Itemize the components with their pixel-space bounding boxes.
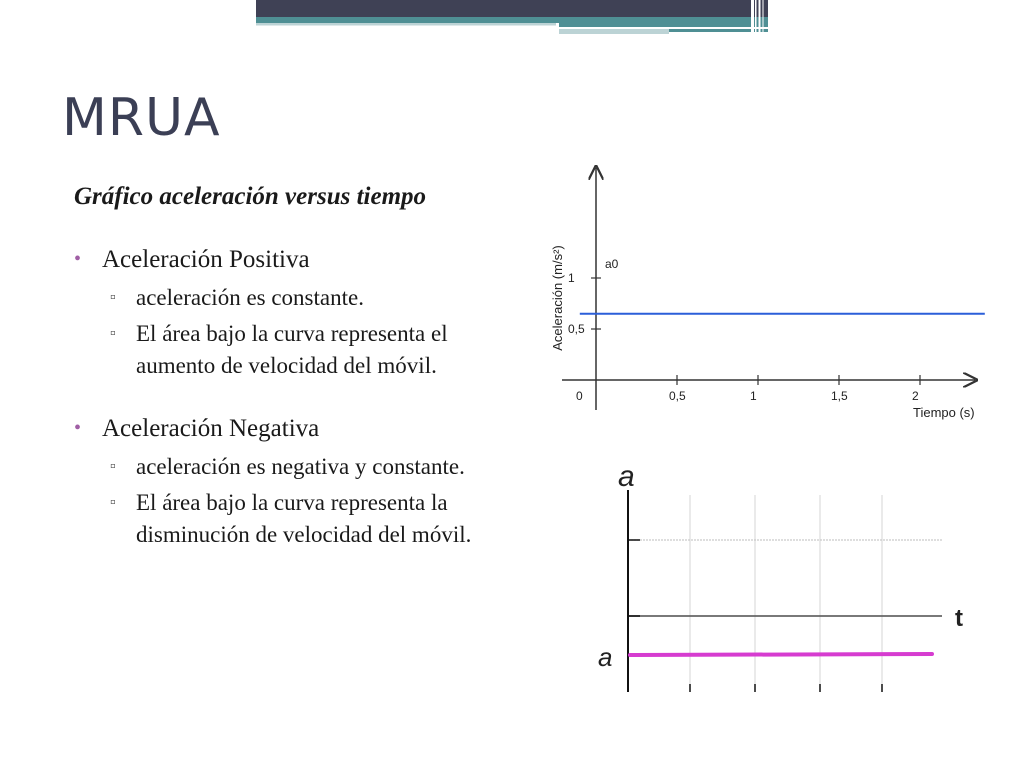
- section-negative-label: • Aceleración Negativa: [74, 412, 524, 445]
- y-tick-marks: [628, 540, 640, 616]
- x-tick-label: 1,5: [831, 389, 848, 403]
- section-positive-bullet: ▫ aceleración es constante.: [74, 282, 524, 314]
- y-axis-label: Aceleración (m/s²): [550, 245, 565, 351]
- x-tick-label: 0,5: [669, 389, 686, 403]
- annotation-a0: a0: [605, 257, 619, 271]
- slide-body: [74, 180, 524, 555]
- annotation-a: a: [598, 642, 613, 672]
- x-tick-marks: [690, 684, 882, 692]
- x-tick-label: 2: [912, 389, 919, 403]
- x-axis-label: t: [955, 605, 963, 632]
- square-bullet-icon: ▫: [110, 325, 116, 342]
- y-tick-label: 1: [568, 271, 575, 285]
- top-decorative-banner: [0, 0, 1024, 36]
- x-axis-label: Tiempo (s): [913, 405, 975, 420]
- slide-title: MRUA: [62, 88, 221, 148]
- y-tick-label: 0,5: [568, 322, 585, 336]
- x-tick-label: 1: [750, 389, 757, 403]
- x-tick-label: 0: [576, 389, 583, 403]
- series-line: [630, 654, 932, 655]
- acceleration-time-chart-positive: [540, 160, 1000, 430]
- subheading: Gráfico aceleración versus tiempo: [74, 183, 427, 210]
- section-negative-bullet: ▫ El área bajo la curva representa la disminución de velocidad del móvil.: [74, 487, 524, 551]
- y-axis-label: a: [618, 460, 635, 493]
- vertical-gridlines: [690, 495, 882, 692]
- square-bullet-icon: ▫: [110, 289, 116, 306]
- acceleration-time-chart-negative: [590, 460, 990, 700]
- section-positive-label: • Aceleración Positiva: [74, 243, 524, 276]
- square-bullet-icon: ▫: [110, 494, 116, 511]
- section-positive-bullet: ▫ El área bajo la curva representa el aumento de velocidad del móvil.: [74, 318, 524, 382]
- square-bullet-icon: ▫: [110, 458, 116, 475]
- bullet-dot-icon: •: [74, 248, 82, 270]
- bullet-dot-icon: •: [74, 417, 82, 439]
- section-negative-bullet: ▫ aceleración es negativa y constante.: [74, 451, 524, 483]
